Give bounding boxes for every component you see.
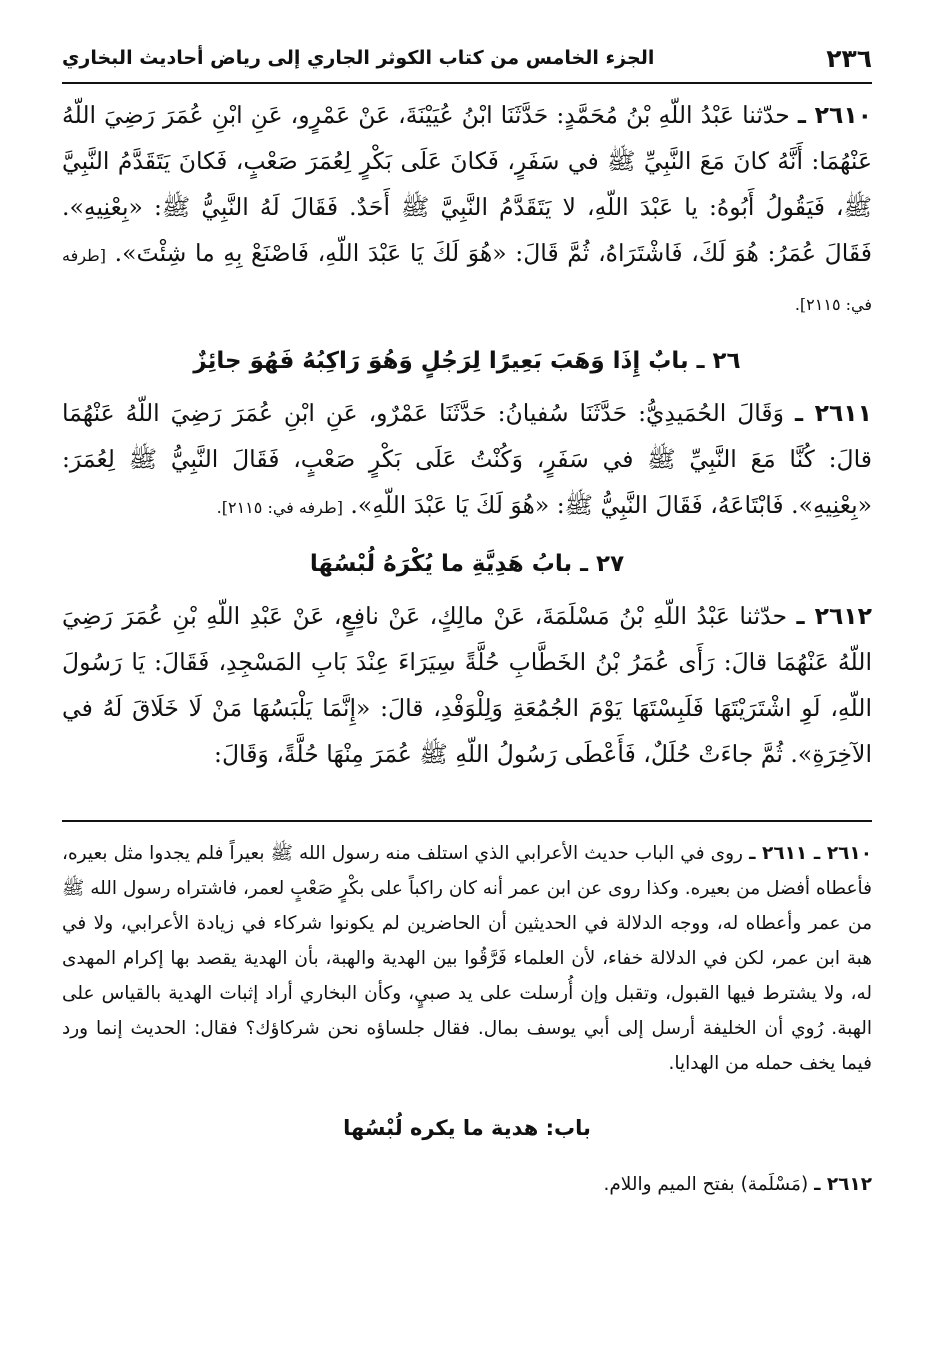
footnote-heading: باب: هدية ما يكره لُبْسُها [343,1116,591,1140]
page-number: ٢٣٦ [826,43,872,73]
hadith-number: ٢٦١١ ـ [794,399,872,427]
footnote-2612 [62,1167,872,1202]
hadith-2611 [62,390,872,531]
hadith-number: ٢٦١٢ ـ [796,602,872,630]
main-text [62,92,872,777]
footnote-2610-2611 [62,836,872,1081]
footnote-separator [62,820,872,822]
footnote-number: ٢٦١٠ ـ ٢٦١١ ـ [749,843,872,864]
footnotes [62,836,872,1202]
hadith-2612 [62,593,872,777]
hadith-number: ٢٦١٠ ـ [797,101,873,129]
chapter-26-heading: ٢٦ ـ بابٌ إِذَا وَهَبَ بَعِيرًا لِرَجُلٍ وَهُوَ رَاكِبُهُ فَهُوَ جائِزٌ [193,348,741,374]
footnote-text: روى في الباب حديث الأعرابي الذي استلف منه رسول الله ﷺ بعيراً فلم يجدوا مثل بعيره، فأعطاه أفضل من بعيره. وكذا روى عن ابن عمر أنه كان راكباً على بكْرٍ صَعْبٍ لعمر، فاشتراه رسول الله ﷺ من عمر وأعطاه له، ووجه الدلالة في الحديثين أن الحاضرين لم يكونوا شركاء في زيادة الأعرابي، ولا في هبة ابن عمر، لكن في الدلالة خفاء، لأن العلماء فَرَّقُوا بين الهدية والهبة، بأن الهدية يقصد بها إكرام المهدى له، ولا يشترط فيها القبول، وتقبل وإن أُرسلت على يد صبيٍ، وكأن البخاري أراد إثبات الهدية بالقياس على الهبة. رُوي أن الخليفة أرسل إلى أبي يوسف بمال. فقال جلساؤه نحن شركاؤك؟ فقال: الحديث إنما ورد فيما يخف حمله من الهدايا. [62,843,872,1074]
hadith-text: حدّثنا عَبْدُ اللّهِ بْنُ مُحَمَّدٍ: حَدَّثَنَا ابْنُ عُيَيْنَةَ، عَنْ عَمْرٍو، عَنِ ابْنِ عُمَرَ رَضِيَ اللّهُ عَنْهُمَا: أَنَّهُ كانَ مَعَ النَّبِيِّ ﷺ في سَفَرٍ، فَكانَ عَلَى بَكْرٍ لِعُمَرَ صَعْبٍ، فَكانَ يَتَقَدَّمُ النَّبِيَّ ﷺ، فَيَقُولُ أَبُوهُ: يا عَبْدَ اللّهِ، لا يَتَقَدَّمُ النَّبِيَّ ﷺ أَحَدٌ. فَقَالَ لَهُ النَّبِيُّ ﷺ: «بِعْنِيهِ». فَقَالَ عُمَرُ: هُوَ لَكَ، فَاشْتَرَاهُ، ثُمَّ قَالَ: «هُوَ لَكَ يَا عَبْدَ اللّهِ، فَاصْنَعْ بِهِ ما شِئْتَ». [62,101,872,267]
hadith-text: وَقَالَ الحُمَيدِيُّ: حَدَّثَنَا سُفيانُ: حَدَّثَنَا عَمْرٌو، عَنِ ابْنِ عُمَرَ رَضِيَ اللّهُ عَنْهُمَا قالَ: كُنَّا مَعَ النَّبِيِّ ﷺ في سَفَرٍ، وَكُنْتُ عَلَى بَكْرٍ صَعْبٍ، فَقَالَ النَّبِيُّ ﷺ لِعُمَرَ: «بِعْنِيهِ». فَابْتَاعَهُ، فَقَالَ النَّبِيُّ ﷺ: «هُوَ لَكَ يَا عَبْدَ اللّهِ». [62,399,872,519]
hadith-2610 [62,92,872,328]
running-header [62,34,872,84]
header-title: الجزء الخامس من كتاب الكوثر الجاري إلى رياض أحاديث البخاري [62,47,655,69]
footnote-text: (مَسْلَمة) بفتح الميم واللام. [603,1174,809,1195]
footnote-number: ٢٦١٢ ـ [814,1174,872,1195]
cross-reference: [طرفه في: ٢١١٥]. [216,498,343,517]
chapter-27-heading: ٢٧ ـ بابُ هَدِيَّةِ ما يُكْرَهُ لُبْسُهَا [309,551,625,577]
cross-reference: [طرفه في: ٢١١٥]. [62,246,872,314]
hadith-text: حدّثنا عَبْدُ اللّهِ بْنُ مَسْلَمَةَ، عَنْ مالِكٍ، عَنْ نافِعٍ، عَنْ عَبْدِ اللّهِ بْنِ عُمَرَ رَضِيَ اللّهُ عَنْهُمَا قالَ: رَأَى عُمَرُ بْنُ الخَطَّابِ حُلَّةً سِيَرَاءَ عِنْدَ بَابِ المَسْجِدِ، فَقَالَ: يَا رَسُولَ اللّهِ، لَوِ اشْتَرَيْتَهَا فَلَبِسْتَهَا يَوْمَ الجُمُعَةِ وَلِلْوَفْدِ، قالَ: «إِنَّمَا يَلْبَسُهَا مَنْ لَا خَلَاقَ لَهُ في الآخِرَةِ». ثُمَّ جاءَتْ حُلَلٌ، فَأَعْطَى رَسُولُ اللّهِ ﷺ عُمَرَ مِنْهَا حُلَّةً، وَقَالَ: [62,602,872,768]
